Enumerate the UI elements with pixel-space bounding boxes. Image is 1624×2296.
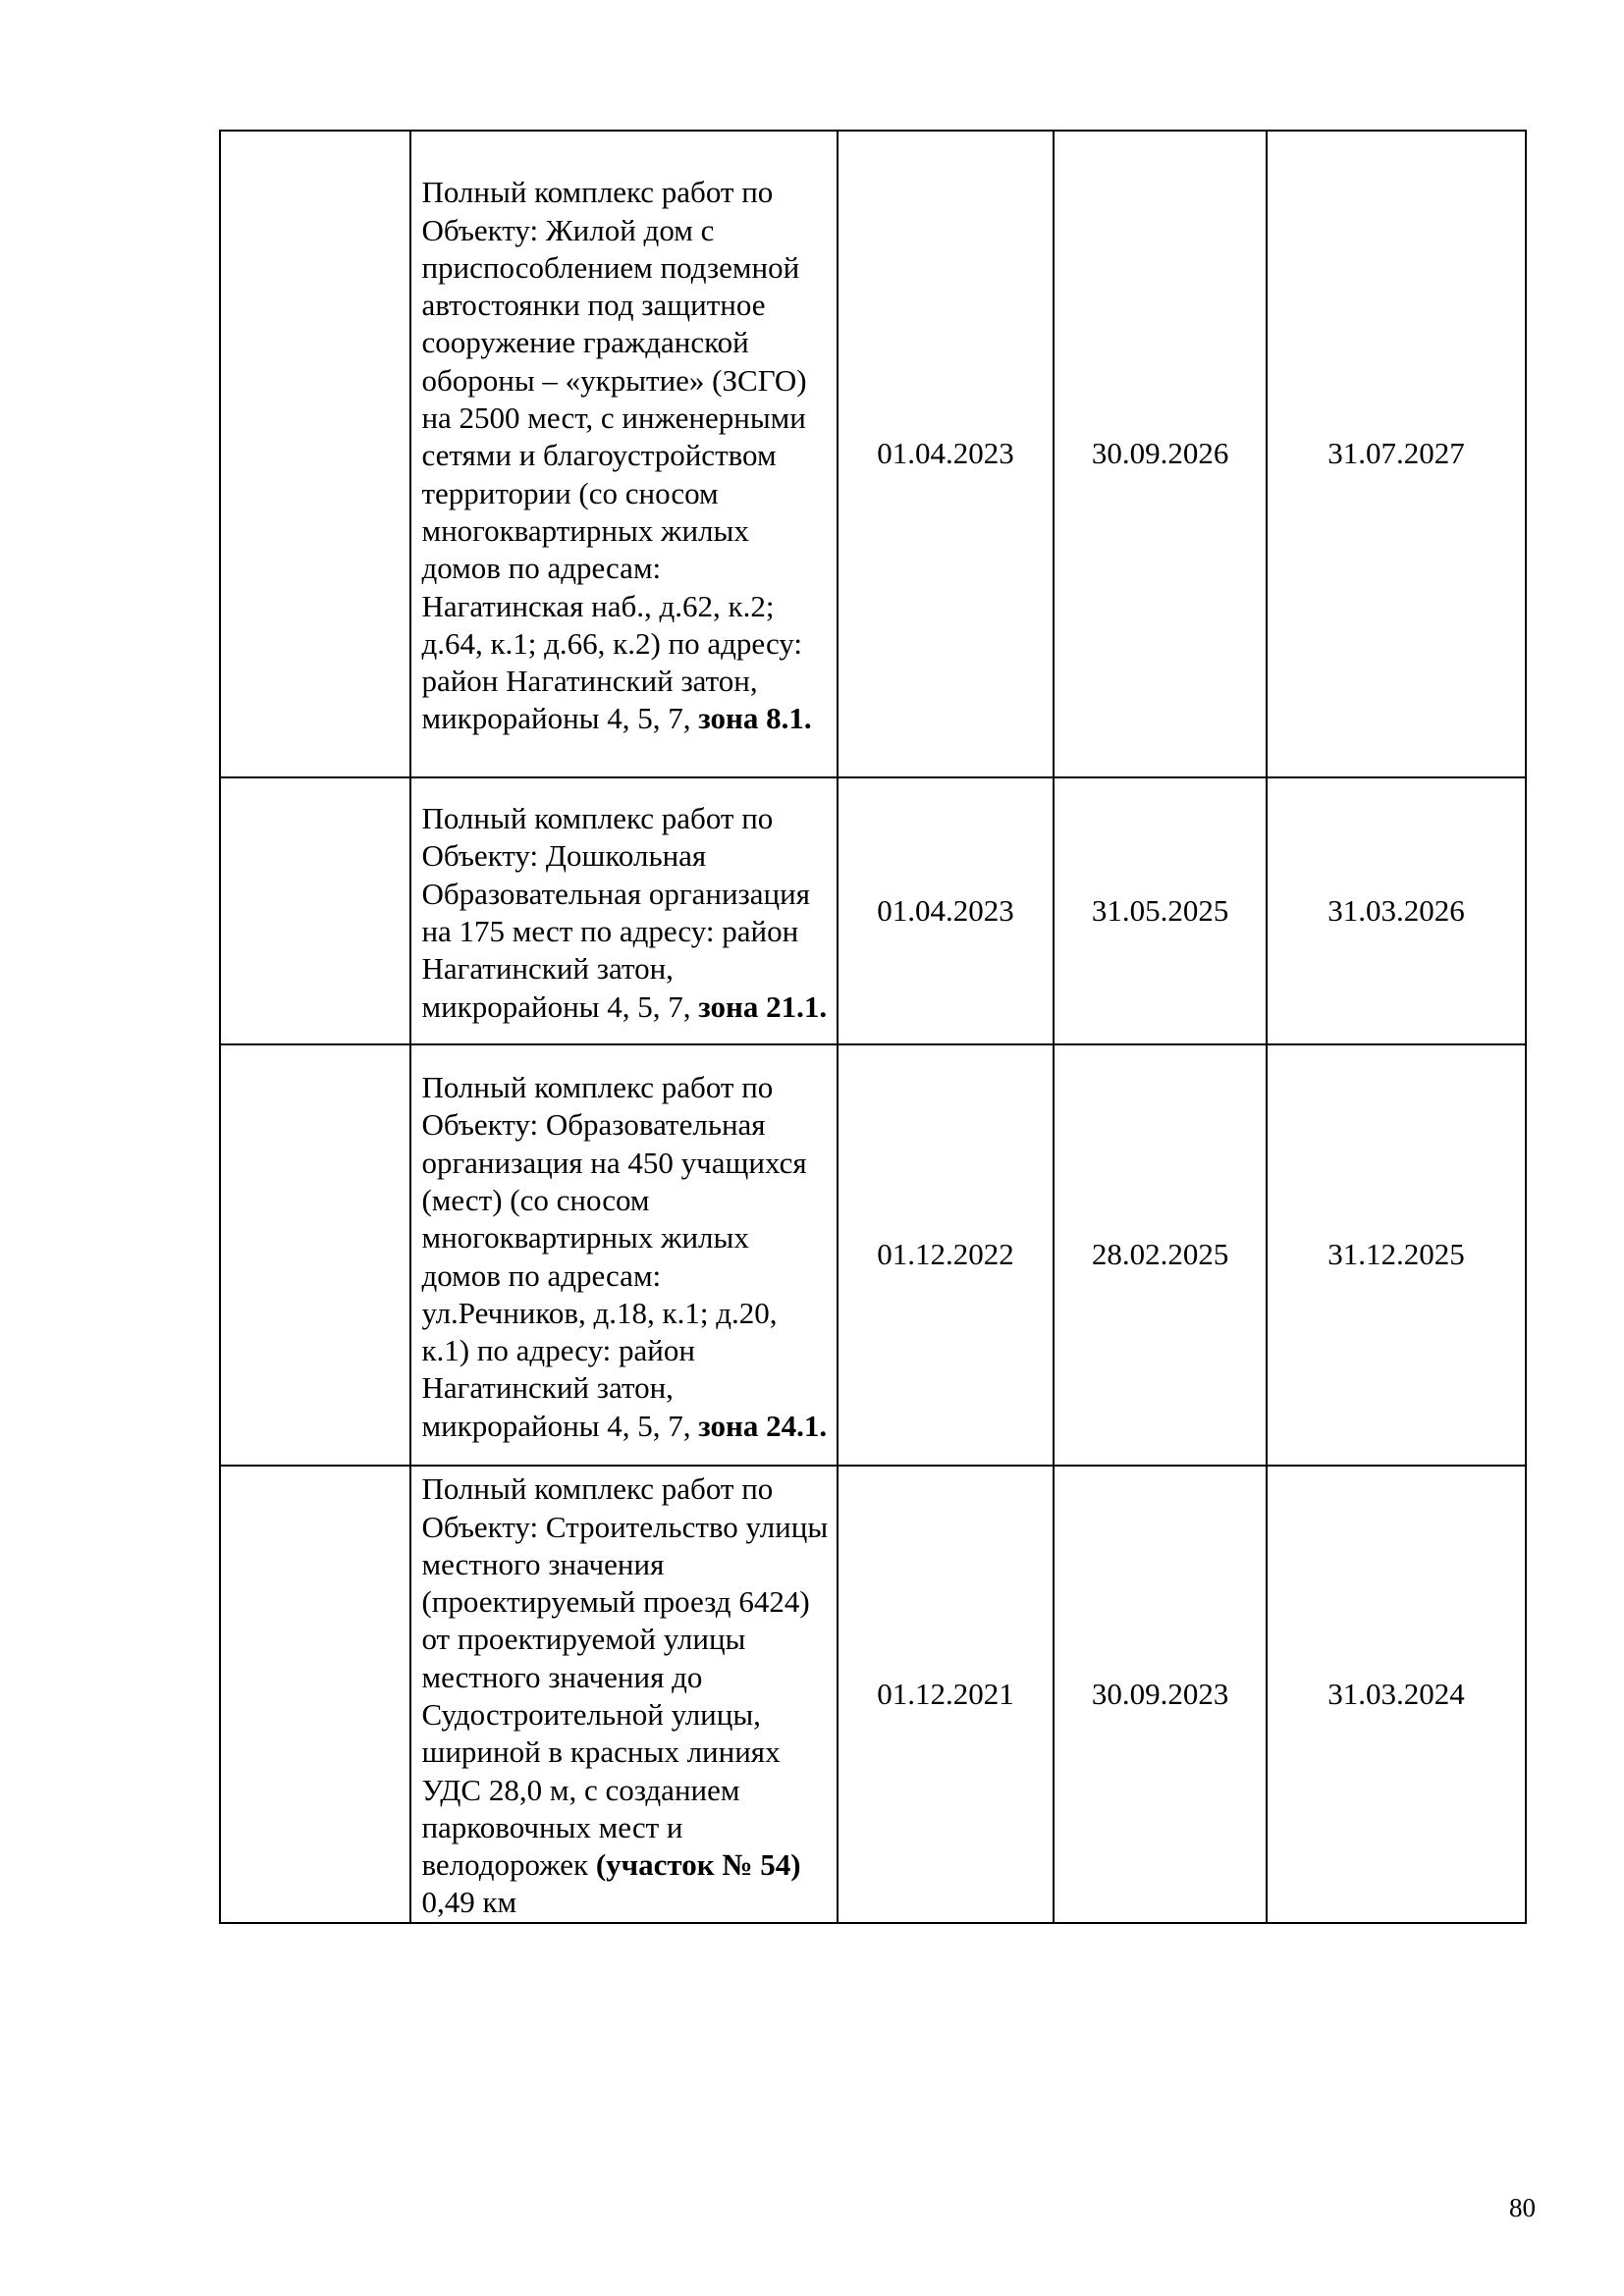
description-text: [411, 796, 836, 1026]
row-number-cell: [220, 1466, 410, 1923]
description-main: Полный комплекс работ по Объекту: Строительство улицы местного значения (проектируемый проезд 6424) от проектируемой улицы местного значения до Судостроительной улицы, шириной в красных линиях УДС 28,0 м, с созданием парковочных мест и велодорожек: [421, 1471, 829, 1883]
table-row: [220, 1044, 1526, 1466]
description-cell: [410, 777, 837, 1044]
description-zone: зона 24.1.: [698, 1408, 828, 1443]
completion-date-cell: 31.07.2027: [1267, 131, 1526, 777]
table-row: [220, 1466, 1526, 1923]
start-date-cell: 01.04.2023: [838, 131, 1055, 777]
start-date-cell: 01.04.2023: [838, 777, 1055, 1044]
end-date-cell: 30.09.2023: [1054, 1466, 1267, 1923]
description-text: [411, 1467, 836, 1922]
description-zone: зона 21.1.: [698, 988, 828, 1024]
start-date-cell: 01.12.2022: [838, 1044, 1055, 1466]
description-cell: [410, 131, 837, 777]
end-date-cell: 28.02.2025: [1054, 1044, 1267, 1466]
description-zone: зона 8.1.: [698, 701, 812, 736]
start-date-cell: 01.12.2021: [838, 1466, 1055, 1923]
description-main: Полный комплекс работ по Объекту: Жилой дом с приспособлением подземной автостоянки под защитное сооружение гражданской обороны – «укрытие» (ЗСГО) на 2500 мест, с инженерными сетями и благоустройством территории (со сносом многоквартирных жилых домов по адресам: Нагатинская наб., д.62, к.2; д.64, к.1; д.66, к.2) по адресу: район Нагатинский затон, микрорайоны 4, 5, 7,: [421, 175, 807, 736]
completion-date-cell: 31.03.2026: [1267, 777, 1526, 1044]
end-date-cell: 31.05.2025: [1054, 777, 1267, 1044]
page-number: 80: [1509, 2193, 1536, 2222]
row-number-cell: [220, 131, 410, 777]
description-cell: [410, 1044, 837, 1466]
description-tail: 0,49 км: [421, 1885, 517, 1920]
row-number-cell: [220, 777, 410, 1044]
completion-date-cell: 31.12.2025: [1267, 1044, 1526, 1466]
description-text: [411, 1065, 836, 1445]
completion-date-cell: 31.03.2024: [1267, 1466, 1526, 1923]
description-zone: (участок № 54): [595, 1847, 801, 1883]
description-text: [411, 170, 836, 737]
works-schedule-table: [219, 130, 1527, 1924]
description-main: Полный комплекс работ по Объекту: Образовательная организация на 450 учащихся (мест) (со сносом многоквартирных жилых домов по адресам: ул.Речников, д.18, к.1; д.20, к.1) по адресу: район Нагатинский затон, микрорайоны 4, 5, 7,: [421, 1070, 807, 1443]
description-main: Полный комплекс работ по Объекту: Дошкольная Образовательная организация на 175 мест по адресу: район Нагатинский затон, микрорайоны 4, 5, 7,: [421, 801, 810, 1024]
end-date-cell: 30.09.2026: [1054, 131, 1267, 777]
row-number-cell: [220, 1044, 410, 1466]
description-cell: [410, 1466, 837, 1923]
table-row: [220, 131, 1526, 777]
table-row: [220, 777, 1526, 1044]
